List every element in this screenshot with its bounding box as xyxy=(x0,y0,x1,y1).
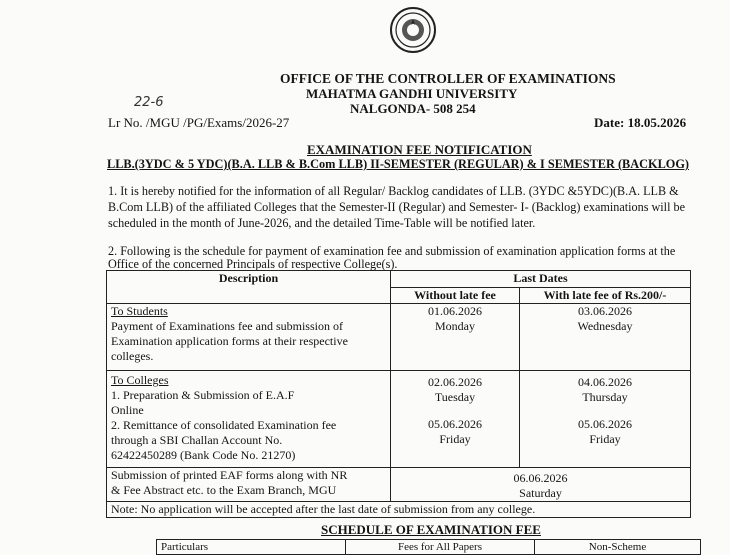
table-row xyxy=(107,502,691,518)
colleges-without-late-fee xyxy=(391,371,520,468)
day-value: Saturday xyxy=(519,486,562,500)
paragraph-2-line-1: 2. Following is the schedule for payment of examination fee and submission of examination application forms at the xyxy=(108,244,676,258)
colleges-item-2-line: 2. Remittance of consolidated Examination fee xyxy=(111,418,337,432)
schedule-table xyxy=(156,539,701,555)
table-row xyxy=(107,371,691,468)
paragraph-1-line-3: scheduled in the month of June-2026, and the detailed Time-Table will be notified later. xyxy=(108,216,536,230)
colleges-with-late-fee xyxy=(520,371,691,468)
students-line: Examination application forms at their respective xyxy=(111,334,348,348)
paragraph-2-line-2: Office of the concerned Principals of respective College(s). xyxy=(108,257,398,271)
day-value: Friday xyxy=(589,432,621,446)
notification-subtitle: LLB.(3YDC & 5 YDC)(B.A. LLB & B.Com LLB) II-SEMESTER (REGULAR) & I SEMESTER (BACKLOG) xyxy=(107,157,689,171)
colleges-item-2-line: through a SBI Challan Account No. xyxy=(111,433,283,447)
table-row xyxy=(107,304,691,371)
day-value: Tuesday xyxy=(434,390,476,404)
university-name: MAHATMA GANDHI UNIVERSITY xyxy=(306,86,518,101)
eaf-line: & Fee Abstract etc. to the Exam Branch, MGU xyxy=(111,483,337,497)
students-without-late-fee xyxy=(391,304,520,371)
handwritten-note: 22-6 xyxy=(134,95,164,110)
date-value: 06.06.2026 xyxy=(513,471,568,485)
students-heading: To Students xyxy=(111,304,168,318)
date-value: 02.06.2026 xyxy=(428,375,482,389)
col-particulars: Particulars xyxy=(157,540,346,555)
colleges-item-1-line: 1. Preparation & Submission of E.A.F xyxy=(111,388,295,402)
paragraph-1-line-2: B.Com LLB) of the affiliated Colleges that the Semester-II (Regular) and Semester- I- (Backlog) examinations will be xyxy=(108,200,686,214)
letter-reference-number: Lr No. /MGU /PG/Exams/2026-27 xyxy=(108,115,290,130)
university-address: NALGONDA- 508 254 xyxy=(350,101,476,116)
table-row xyxy=(157,540,701,555)
date-value: 05.06.2026 xyxy=(428,417,482,431)
students-with-late-fee xyxy=(520,304,691,371)
date-value: 04.06.2026 xyxy=(578,375,632,389)
students-line: colleges. xyxy=(111,349,154,363)
notice-date: Date: 18.05.2026 xyxy=(594,115,687,130)
eaf-line: Submission of printed EAF forms along with NR xyxy=(111,468,348,482)
table-row xyxy=(107,468,691,502)
office-title: OFFICE OF THE CONTROLLER OF EXAMINATIONS xyxy=(280,71,616,86)
eaf-description xyxy=(107,468,391,502)
colleges-item-1-line: Online xyxy=(111,403,144,417)
day-value: Wednesday xyxy=(577,319,633,333)
schedule-title: SCHEDULE OF EXAMINATION FEE xyxy=(321,522,541,537)
col-non-scheme: Non-Scheme xyxy=(535,540,701,555)
day-value: Friday xyxy=(439,432,471,446)
date-value: 03.06.2026 xyxy=(578,304,632,318)
colleges-item-2-line: 62422450289 (Bank Code No. 21270) xyxy=(111,448,296,462)
university-seal-logo xyxy=(389,6,437,54)
note-cell: Note: No application will be accepted after the last date of submission from any college. xyxy=(107,502,691,518)
date-value: 05.06.2026 xyxy=(578,417,632,431)
header-description: Description xyxy=(107,271,391,304)
colleges-description xyxy=(107,371,391,468)
students-line: Payment of Examinations fee and submission of xyxy=(111,319,343,333)
header-last-dates: Last Dates xyxy=(391,271,691,288)
notification-title: EXAMINATION FEE NOTIFICATION xyxy=(307,142,532,157)
colleges-heading: To Colleges xyxy=(111,373,169,387)
header-with-late-fee: With late fee of Rs.200/- xyxy=(520,288,691,304)
day-value: Thursday xyxy=(582,390,628,404)
header-without-late-fee: Without late fee xyxy=(391,288,520,304)
col-fees-all-papers: Fees for All Papers xyxy=(346,540,535,555)
day-value: Monday xyxy=(435,319,475,333)
eaf-date-cell xyxy=(391,468,691,502)
students-description xyxy=(107,304,391,371)
paragraph-1-line-1: 1. It is hereby notified for the information of all Regular/ Backlog candidates of LLB. (3YDC &5YDC)(B.A. LLB & xyxy=(108,184,679,198)
date-value: 01.06.2026 xyxy=(428,304,482,318)
fee-schedule-table xyxy=(106,270,691,518)
